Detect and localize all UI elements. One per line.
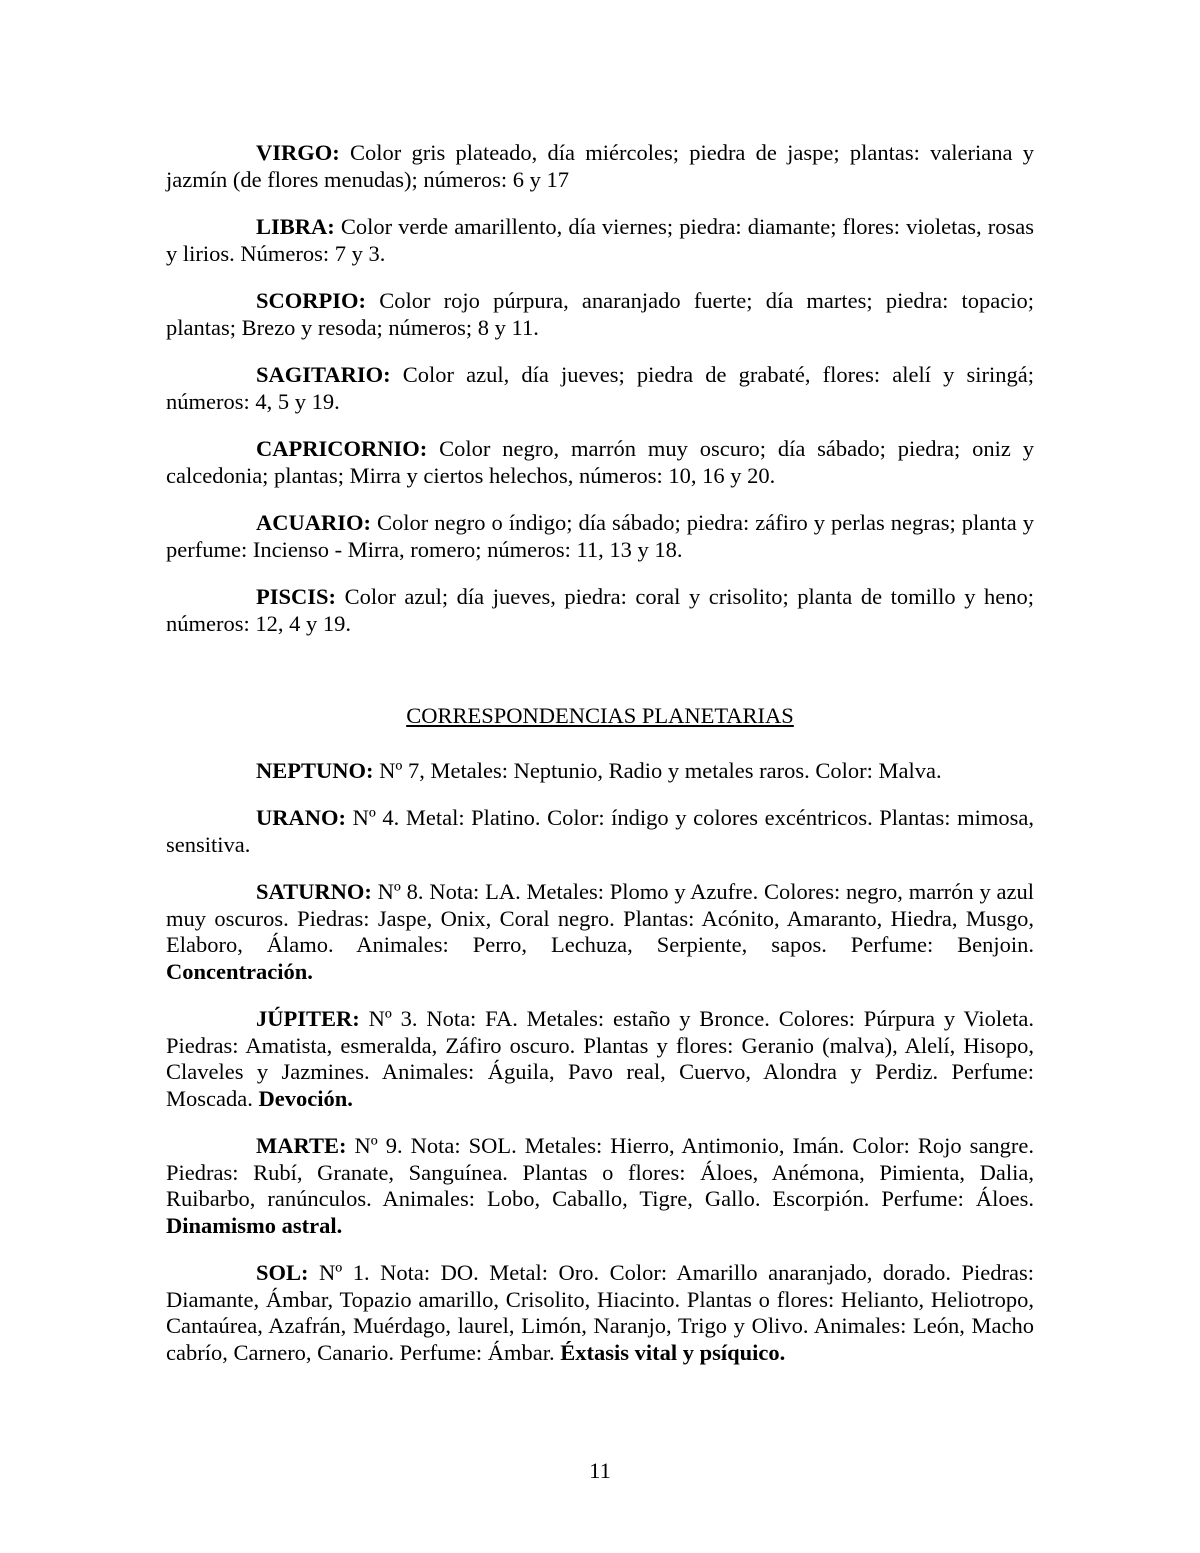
zodiac-entry-virgo <box>166 140 1034 193</box>
sign-name: ACUARIO: <box>256 510 371 535</box>
sign-name: CAPRICORNIO: <box>256 436 428 461</box>
zodiac-entry-sagitario <box>166 362 1034 415</box>
planet-entry-urano <box>166 805 1034 858</box>
sign-description: Color negro o índigo; día sábado; piedra: záfiro y perlas negras; planta y perfume: Incienso - Mirra, romero; números: 11, 13 y 18. <box>166 510 1034 562</box>
sign-description: Color verde amarillento, día viernes; piedra: diamante; flores: violetas, rosas y lirios. Números: 7 y 3. <box>166 214 1034 266</box>
planet-entry-jupiter <box>166 1006 1034 1112</box>
planet-entry-neptuno <box>166 758 1034 785</box>
planet-description: Nº 9. Nota: SOL. Metales: Hierro, Antimonio, Imán. Color: Rojo sangre. Piedras: Rubí, Granate, Sanguínea. Plantas o flores: Áloes, Anémona, Pimienta, Dalia, Ruibarbo, ranúnculos. Animales: Lobo, Caballo, Tigre, Gallo. Escorpión. Perfume: Áloes. <box>166 1133 1034 1211</box>
planet-name: NEPTUNO: <box>256 757 374 783</box>
planet-name: SOL: <box>256 1260 309 1285</box>
sign-description: Color azul; día jueves, piedra: coral y crisolito; planta de tomillo y heno; números: 12, 4 y 19. <box>166 584 1034 636</box>
planet-section <box>166 758 1034 1367</box>
zodiac-entry-capricornio <box>166 436 1034 489</box>
sign-name: VIRGO: <box>256 140 340 165</box>
sign-description: Color rojo púrpura, anaranjado fuerte; día martes; piedra: topacio; plantas; Brezo y resoda; números; 8 y 11. <box>166 288 1034 340</box>
planet-description: Nº 4. Metal: Platino. Color: índigo y colores excéntricos. Plantas: mimosa, sensitiva. <box>166 805 1034 857</box>
sign-name: SCORPIO: <box>256 288 367 313</box>
sign-name: LIBRA: <box>256 214 335 239</box>
sign-description: Color negro, marrón muy oscuro; día sábado; piedra; oniz y calcedonia; plantas; Mirra y ciertos helechos, números: 10, 16 y 20. <box>166 436 1034 488</box>
planet-keyword: Concentración. <box>166 958 313 984</box>
sign-description: Color gris plateado, día miércoles; piedra de jaspe; plantas: valeriana y jazmín (de flores menudas); números: 6 y 17 <box>166 140 1034 192</box>
section-title: CORRESPONDENCIAS PLANETARIAS <box>406 703 794 728</box>
planet-entry-sol <box>166 1260 1034 1366</box>
planet-description: Nº 8. Nota: LA. Metales: Plomo y Azufre. Colores: negro, marrón y azul muy oscuros. Piedras: Jaspe, Onix, Coral negro. Plantas: Acónito, Amaranto, Hiedra, Musgo, Elaboro, Álamo. Animales: Perro, Lechuza, Serpiente, sapos. Perfume: Benjoin. <box>166 879 1034 957</box>
sign-description: Color azul, día jueves; piedra de grabaté, flores: alelí y siringá; números: 4, 5 y 19. <box>166 362 1034 414</box>
zodiac-entry-scorpio <box>166 288 1034 341</box>
zodiac-entry-piscis <box>166 584 1034 637</box>
planet-name: URANO: <box>256 805 346 830</box>
planet-entry-saturno <box>166 879 1034 985</box>
planet-name: JÚPITER: <box>256 1006 360 1031</box>
planet-description: Nº 3. Nota: FA. Metales: estaño y Bronce. Colores: Púrpura y Violeta. Piedras: Amatista, esmeralda, Záfiro oscuro. Plantas y flores: Geranio (malva), Alelí, Hisopo, Claveles y Jazmines. Animales: Águila, Pavo real, Cuervo, Alondra y Perdiz. Perfume: Moscada. <box>166 1006 1034 1111</box>
zodiac-entry-libra <box>166 214 1034 267</box>
planet-keyword: Dinamismo astral. <box>166 1212 343 1238</box>
planet-entry-marte <box>166 1133 1034 1239</box>
zodiac-section <box>166 140 1034 637</box>
sign-name: SAGITARIO: <box>256 362 391 387</box>
planet-keyword: Éxtasis vital y psíquico. <box>560 1339 786 1365</box>
planet-description: Nº 1. Nota: DO. Metal: Oro. Color: Amarillo anaranjado, dorado. Piedras: Diamante, Ámbar, Topazio amarillo, Crisolito, Hiacinto. Plantas o flores: Helianto, Heliotropo, Cantaúrea, Azafrán, Muérdago, laurel, Limón, Naranjo, Trigo y Olivo. Animales: León, Macho cabrío, Carnero, Canario. Perfume: Ámbar. <box>166 1260 1034 1365</box>
planet-name: SATURNO: <box>256 879 372 904</box>
planet-name: MARTE: <box>256 1133 347 1158</box>
zodiac-entry-acuario <box>166 510 1034 563</box>
sign-name: PISCIS: <box>256 584 337 609</box>
planet-keyword: Devoción. <box>258 1085 353 1111</box>
document-page <box>166 140 1034 1387</box>
page-number: 11 <box>589 1458 611 1483</box>
planet-description: Nº 7, Metales: Neptunio, Radio y metales raros. Color: Malva. <box>373 757 942 783</box>
